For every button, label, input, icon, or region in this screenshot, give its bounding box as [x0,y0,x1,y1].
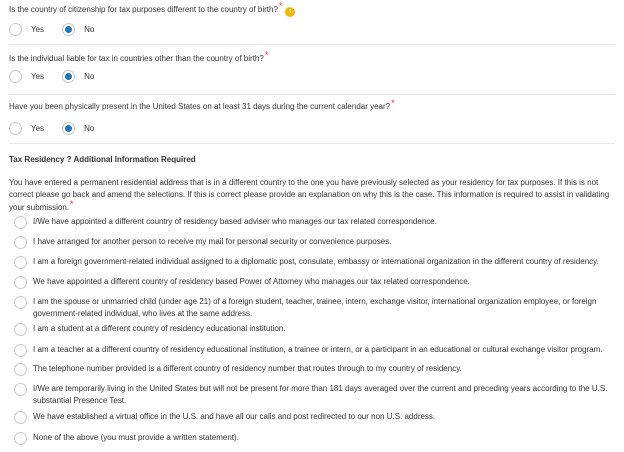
question-1 [9,1,615,17]
option-no[interactable] [62,70,94,83]
explanation-option[interactable] [14,383,613,407]
radio-button[interactable] [14,256,27,269]
option-label: I am the spouse or unmarried child (under age 21) of a foreign student, teacher, trainee, intern, exchange visitor, international organization employee, or foreign government-related individual, who lives at the same address. [33,297,597,318]
required-marker: * [278,1,283,11]
radio-button[interactable] [9,23,22,36]
option-label: No [84,24,95,34]
radio-button[interactable] [14,411,27,424]
explanation-option[interactable] [14,432,613,445]
radio-button[interactable] [14,383,27,396]
option-label: We have established a virtual office in the U.S. and have all our calls and post redirected to our non U.S. address. [33,412,436,421]
radio-button[interactable] [14,276,27,289]
explanation-option[interactable] [14,216,613,229]
section-description [9,177,619,214]
required-marker: * [70,199,74,209]
option-label: I have arranged for another person to receive my mail for personal security or convenience purposes. [33,237,392,246]
radio-button[interactable] [14,236,27,249]
radio-button[interactable] [14,323,27,336]
required-marker: * [391,98,395,108]
explanation-option[interactable] [14,276,613,289]
required-marker: * [264,50,269,60]
question-text: Is the country of citizenship for tax purposes different to the country of birth? [9,5,278,14]
option-label: Yes [31,123,45,133]
option-yes[interactable] [9,122,44,135]
explanation-option[interactable] [14,236,613,249]
option-label: None of the above (you must provide a written statement). [33,433,239,442]
option-label: Yes [31,71,45,81]
radio-button-selected[interactable] [62,23,75,36]
radio-button[interactable] [14,432,27,445]
explanation-option[interactable] [14,256,613,269]
option-label: I am a teacher at a different country of residency educational institution, a trainee or intern, or a participant in an educational or cultural exchange visitor program. [33,345,603,354]
divider [9,44,615,45]
radio-button[interactable] [14,363,27,376]
divider [9,94,615,95]
option-yes[interactable] [9,70,44,83]
divider [9,143,615,144]
question-3 [9,98,615,113]
question-2 [9,50,615,65]
radio-button[interactable] [9,122,22,135]
radio-button-selected[interactable] [62,122,75,135]
info-icon[interactable]: i [285,7,295,17]
option-label: I/We are temporarily living in the United States but will not be present for more than 181 days averaged over the current and preceding years according to the U.S. substantial Presence Test. [33,384,608,405]
option-label: Yes [31,24,45,34]
radio-button[interactable] [9,70,22,83]
explanation-option[interactable] [14,363,613,376]
section-title: Tax Residency ? Additional Information Required [9,155,196,164]
description-text: You have entered a permanent residential address that is in a different country to the one you have previously selected as your residency for tax purposes. If this is not correct please go back and amend the selections. If this is correct please provide an explanation on why this is the case. This information is required to assist in validating your submission. [9,178,610,212]
radio-button[interactable] [14,296,27,309]
option-label: We have appointed a different country of residency based Power of Attorney who manages our tax related correspondence. [33,277,470,286]
question-text: Have you been physically present in the United States on at least 31 days during the current calendar year? [9,102,391,111]
option-label: I am a foreign government-related individual assigned to a diplomatic post, consulate, embassy or international organization in the different country of residency. [33,257,599,266]
radio-button[interactable] [14,216,27,229]
option-label: I am a student at a different country of residency educational institution. [33,324,286,333]
option-label: No [84,71,95,81]
question-2-options [9,70,112,83]
question-3-options [9,122,112,135]
explanation-option[interactable] [14,411,613,424]
explanation-option[interactable] [14,323,613,336]
option-no[interactable] [62,23,94,36]
option-label: The telephone number provided is a different country of residency number that routes through to my country of residency. [33,364,462,373]
radio-button[interactable] [14,344,27,357]
option-yes[interactable] [9,23,44,36]
option-label: No [84,123,95,133]
explanation-option[interactable] [14,296,613,320]
option-no[interactable] [62,122,94,135]
option-label: I/We have appointed a different country of residency based adviser who manages our tax related correspondence. [33,217,437,226]
question-text: Is the individual liable for tax in countries other than the country of birth? [9,54,264,63]
question-1-options [9,23,112,36]
radio-button-selected[interactable] [62,70,75,83]
explanation-option[interactable] [14,344,613,357]
